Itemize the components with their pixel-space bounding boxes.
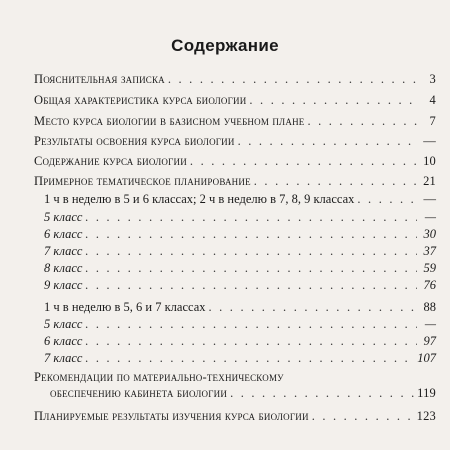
toc-page-number: 21 — [423, 174, 436, 188]
toc-page-number: 76 — [423, 278, 436, 292]
toc-entry-title: обеспечению кабинета биологии — [50, 386, 228, 400]
dot-leader — [85, 210, 417, 224]
toc-entry-title: Пояснительная записка — [34, 72, 165, 86]
toc-subentry[interactable] — [44, 300, 436, 314]
toc-page-number: 59 — [423, 261, 436, 275]
toc-subentry[interactable] — [44, 317, 436, 331]
toc-subentry[interactable] — [44, 227, 436, 241]
dot-leader — [238, 134, 417, 148]
toc-entry[interactable] — [34, 72, 436, 86]
toc-entry-title: Место курса биологии в базисном учебном плане — [34, 114, 305, 128]
toc-entry-title: 9 класс — [44, 278, 83, 292]
dot-leader — [209, 300, 418, 314]
toc-entry[interactable] — [34, 174, 436, 188]
toc-subentry[interactable] — [44, 334, 436, 348]
page-title: Содержание — [171, 36, 279, 55]
toc-page-number: 119 — [417, 386, 436, 400]
toc-subentry[interactable] — [44, 351, 436, 365]
toc-entry-title: Планируемые результаты изучения курса биологии — [34, 409, 309, 423]
dot-leader — [307, 114, 417, 128]
toc-entry-title: 1 ч в неделю в 5 и 6 классах; 2 ч в неделю в 7, 8, 9 классах — [44, 192, 355, 206]
toc-entry[interactable] — [34, 154, 436, 168]
dot-leader — [85, 261, 417, 275]
toc-entry-title: 8 класс — [44, 261, 83, 275]
toc-entry-title: Примерное тематическое планирование — [34, 174, 251, 188]
toc-entry[interactable] — [34, 93, 436, 107]
toc-entry-title: 1 ч в неделю в 5, 6 и 7 классах — [44, 300, 206, 314]
toc-subentry[interactable] — [44, 278, 436, 292]
toc-entry-title: 7 класс — [44, 351, 83, 365]
toc-subentry[interactable] — [44, 244, 436, 258]
toc-page-number: 3 — [429, 72, 436, 86]
toc-entry[interactable] — [34, 114, 436, 128]
toc-page-number: 7 — [429, 114, 436, 128]
toc-subentry[interactable] — [44, 261, 436, 275]
toc-entry-title: Содержание курса биологии — [34, 154, 187, 168]
dot-leader — [85, 351, 414, 365]
dot-leader — [168, 72, 417, 86]
toc-page-number: 4 — [429, 93, 436, 107]
toc-entry-title: Общая характеристика курса биологии — [34, 93, 247, 107]
toc-page-number: 10 — [423, 154, 436, 168]
toc-entry[interactable] — [34, 134, 436, 148]
dot-leader — [85, 317, 417, 331]
dot-leader — [85, 278, 417, 292]
toc-page-number: 107 — [417, 351, 436, 365]
toc-entry-title: 5 класс — [44, 210, 83, 224]
toc-subentry[interactable] — [44, 210, 436, 224]
toc-page-number: — — [423, 134, 436, 148]
dot-leader — [190, 154, 417, 168]
dot-leader — [254, 174, 417, 188]
dot-leader — [85, 334, 417, 348]
toc-page-number: 123 — [416, 409, 436, 423]
toc-entry-title: 5 класс — [44, 317, 83, 331]
toc-entry-title: Результаты освоения курса биологии — [34, 134, 235, 148]
toc-entry-title: 6 класс — [44, 334, 83, 348]
toc-entry[interactable] — [34, 409, 436, 423]
toc-page-number: — — [424, 210, 436, 224]
toc-entry-title: 6 класс — [44, 227, 83, 241]
toc-page-number: 88 — [423, 300, 436, 314]
toc-page-number: 30 — [423, 227, 436, 241]
dot-leader — [357, 192, 417, 206]
toc-entry-line1[interactable] — [34, 370, 436, 384]
toc-subentry[interactable] — [44, 192, 436, 206]
toc-entry-title: 7 класс — [44, 244, 83, 258]
dot-leader — [85, 227, 417, 241]
toc-entry-title: Рекомендации по материально-техническому — [34, 370, 284, 384]
toc-page-number: — — [424, 317, 436, 331]
toc-entry-line2[interactable] — [50, 386, 436, 400]
toc-page-number: 97 — [423, 334, 436, 348]
toc-page-number: — — [423, 192, 436, 206]
dot-leader — [249, 93, 417, 107]
dot-leader — [312, 409, 414, 423]
dot-leader — [230, 386, 414, 400]
toc-page-number: 37 — [423, 244, 436, 258]
dot-leader — [85, 244, 417, 258]
